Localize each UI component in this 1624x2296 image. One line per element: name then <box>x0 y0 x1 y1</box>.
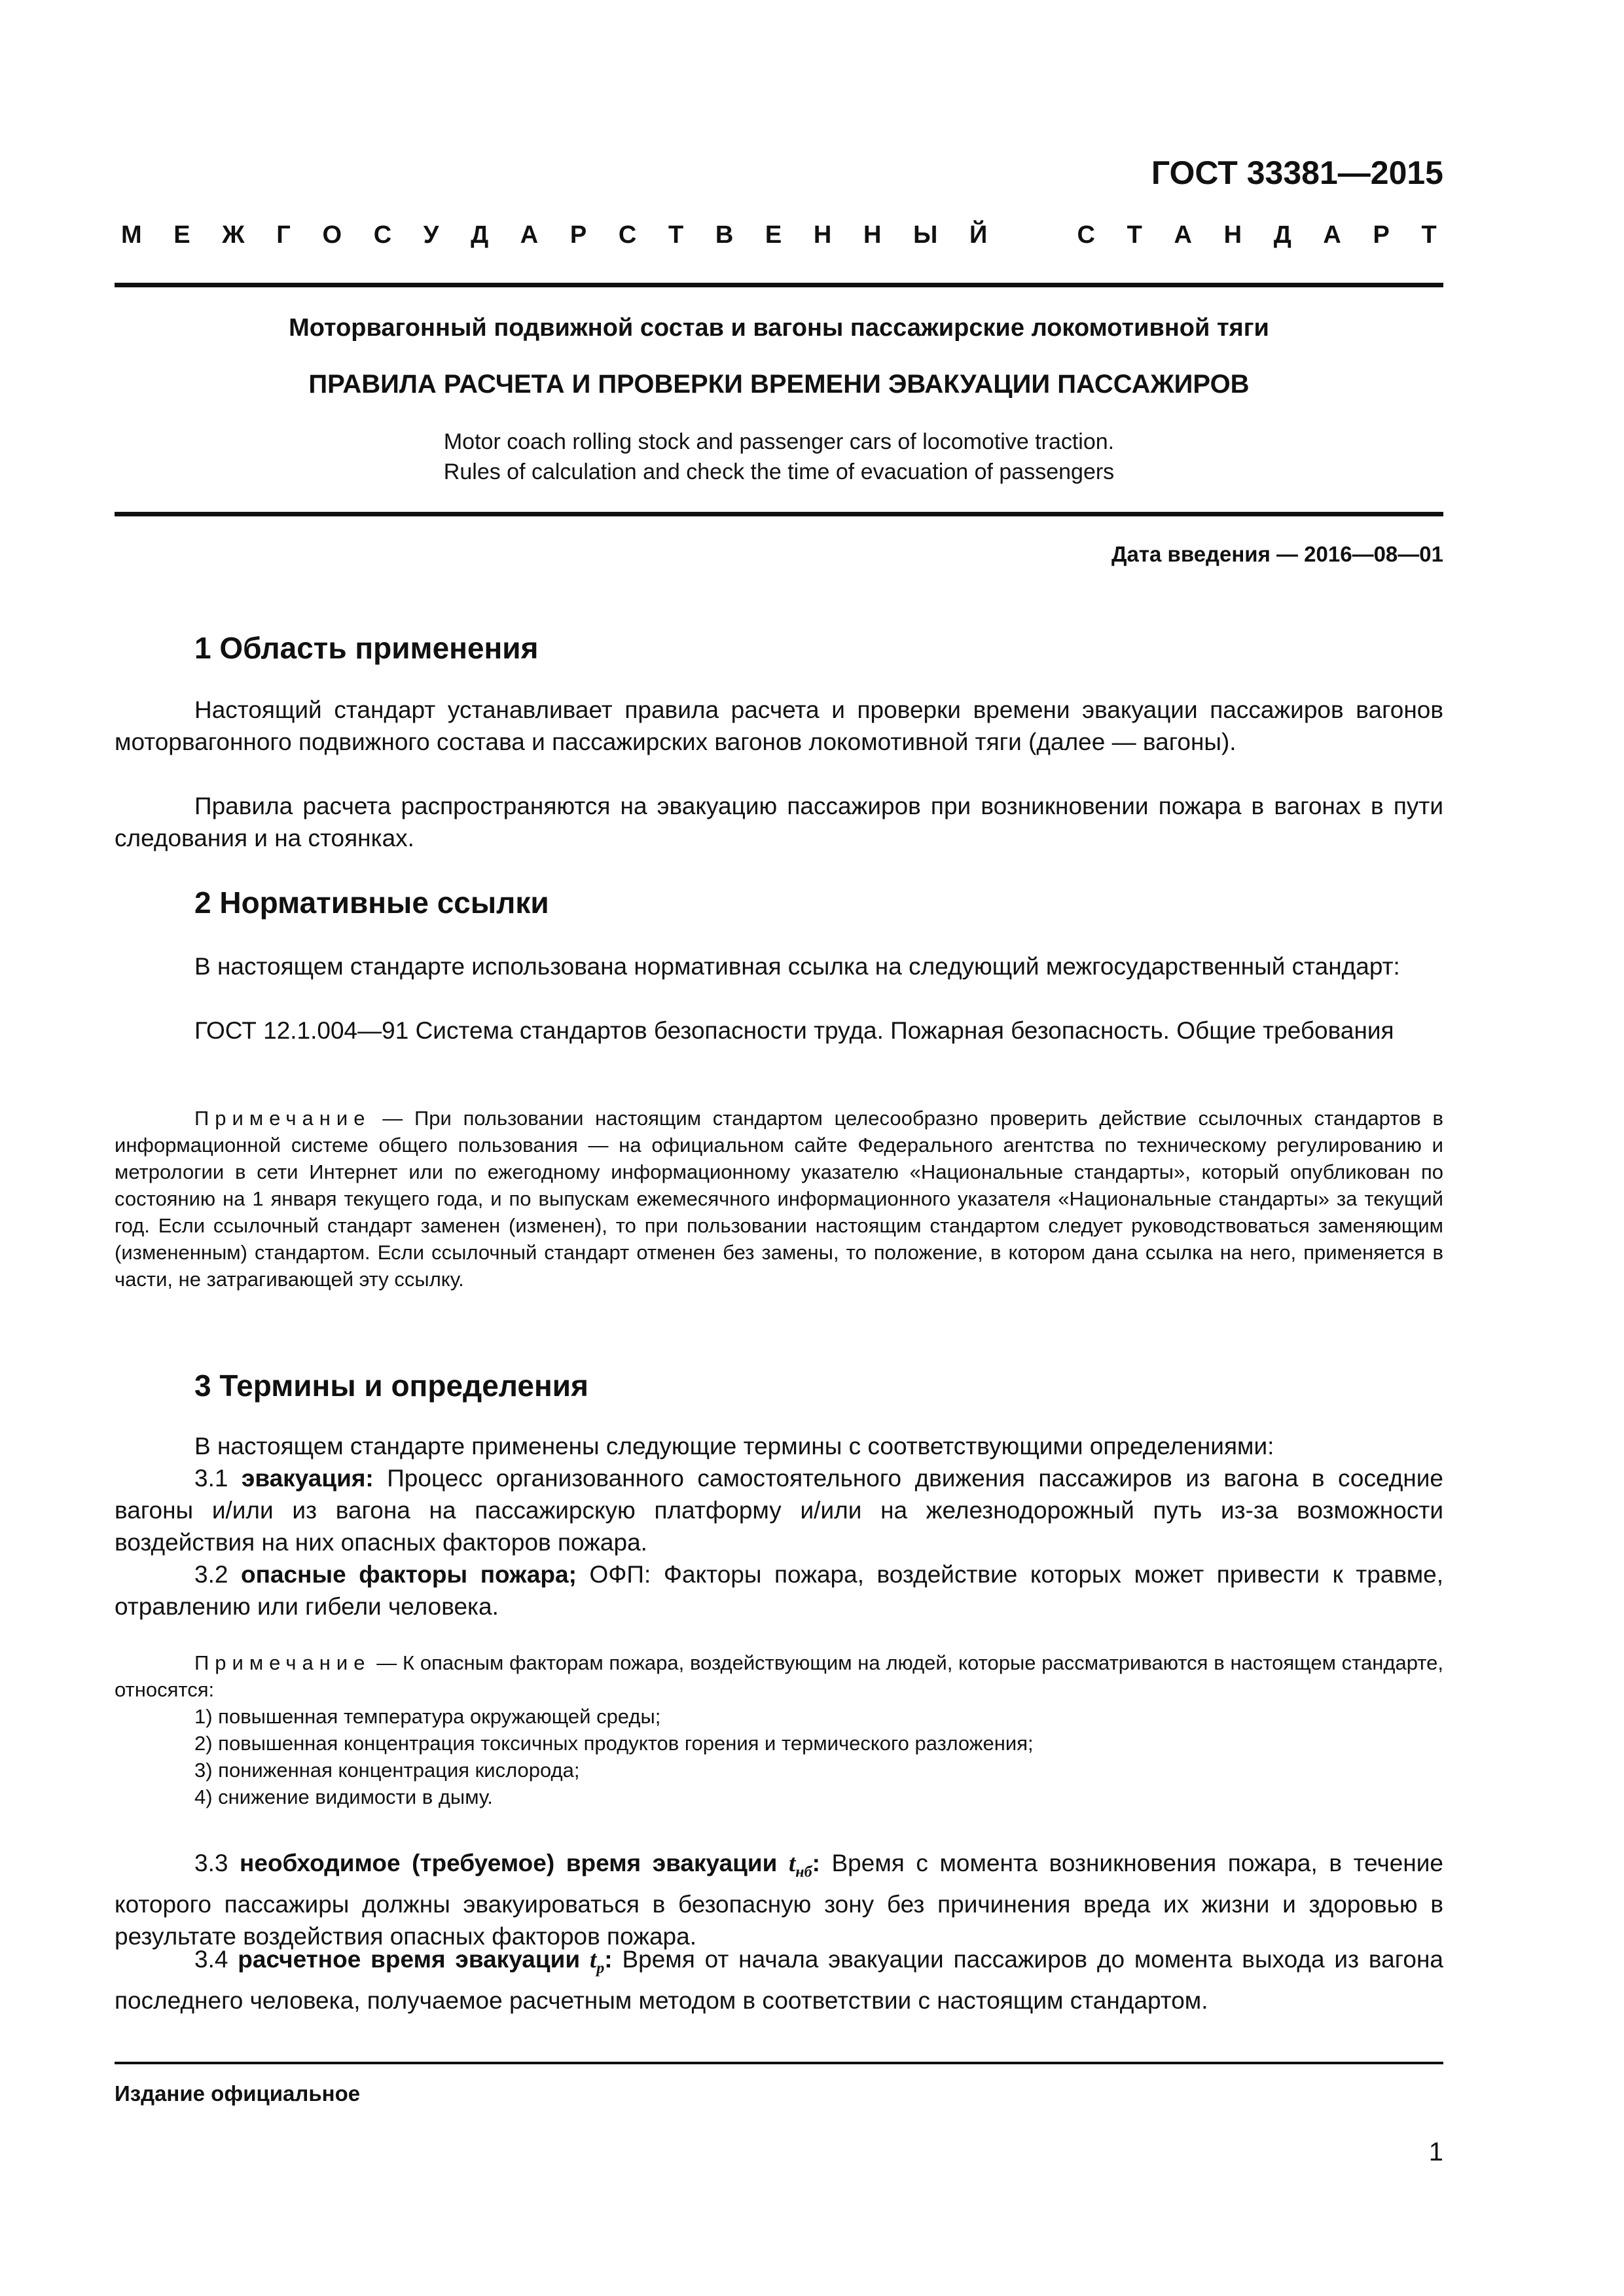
term-3-4: 3.4 расчетное время эвакуации $t_р$: Время от начала эвакуации пассажиров до момента выхода из вагона последнего человека, получаемое расчетным методом в соответствии с настоящим стандартом. <box>115 1946 1443 2015</box>
banner-letter: Ж <box>222 221 245 249</box>
term-3-3-name: необходимое (требуемое) время эвакуации <box>240 1850 778 1876</box>
banner-letter: О <box>322 221 342 249</box>
banner-letter: Е <box>173 221 190 249</box>
title-en-line2: Rules of calculation and check the time of evacuation of passengers <box>443 459 1115 484</box>
note-label: Примечание <box>194 1651 371 1674</box>
note-item: 4) снижение видимости в дыму. <box>194 1785 493 1808</box>
banner-letter: Е <box>765 221 782 249</box>
section-2-heading: 2 Нормативные ссылки <box>194 886 549 920</box>
banner-letter: Р <box>569 221 587 249</box>
section-1-paragraph-2: Правила расчета распространяются на эвакуацию пассажиров при возникновении пожара в вагонах в пути следования и на стоянках. <box>115 793 1443 852</box>
note-label: Примечание <box>194 1107 371 1130</box>
banner-letter: С <box>1077 221 1095 249</box>
section-2-paragraph-1: В настоящем стандарте использована нормативная ссылка на следующий межгосударственный стандарт: <box>194 953 1400 980</box>
title-rule <box>115 512 1443 516</box>
banner-letter: Н <box>863 221 882 249</box>
term-3-1-name: эвакуация: <box>241 1465 374 1492</box>
banner-letter: Т <box>1421 221 1437 249</box>
banner-letter: С <box>618 221 637 249</box>
banner-letter: Й <box>969 221 988 249</box>
banner-letter: У <box>423 221 439 249</box>
page-number: 1 <box>1428 2138 1443 2166</box>
standard-id: ГОСТ 33381—2015 <box>1151 154 1443 191</box>
note-item: 1) повышенная температура окружающей среды; <box>194 1705 661 1728</box>
banner-letter: А <box>1323 221 1341 249</box>
official-edition-label: Издание официальное <box>115 2081 361 2106</box>
top-rule <box>115 283 1443 287</box>
section-3-heading: 3 Термины и определения <box>194 1369 588 1403</box>
banner-letter: Н <box>1223 221 1242 249</box>
section-2-reference: ГОСТ 12.1.004—91 Система стандартов безопасности труда. Пожарная безопасность. Общие требования <box>194 1017 1394 1044</box>
banner-letter: А <box>520 221 539 249</box>
section-1-heading: 1 Область применения <box>194 631 539 665</box>
symbol-t-nb: $t_{нб}$ <box>789 1850 812 1881</box>
term-3-1: 3.1 эвакуация: Процесс организованного самостоятельного движения пассажиров из вагона в соседние вагоны и/или из вагона на пассажирскую платформу и/или на железнодорожный путь из-за возможности воздействия на них опасных факторов пожара. <box>115 1465 1444 1556</box>
banner-letter: М <box>121 221 142 249</box>
section-1-paragraph-1: Настоящий стандарт устанавливает правила расчета и проверки времени эвакуации пассажиров вагонов моторвагонного подвижного состава и пассажирских вагонов локомотивной тяги (далее — вагоны). <box>115 696 1443 755</box>
term-3-4-name: расчетное время эвакуации <box>238 1946 581 1973</box>
section-2-note: Примечание — При пользовании настоящим стандартом целесообразно проверить действие ссылочных стандартов в информационной системе общего пользования — на официальном сайте Федерального агентства по техническому регулированию и метрологии в сети Интернет или по ежегодному информационному указателю «Национальные стандарты», который опубликован по состоянию на 1 января текущего года, и по выпускам ежемесячного информационного указателя «Национальные стандарты» за текущий год. Если ссылочный стандарт заменен (изменен), то при пользовании настоящим стандартом следует руководствоваться заменяющим (измененным) стандартом. Если ссылочный стандарт отменен без замены, то положение, в котором дана ссылка на него, применяется в части, не затрагивающей эту ссылку. <box>115 1107 1444 1291</box>
title-en <box>115 427 1443 487</box>
term-3-3: 3.3 необходимое (требуемое) время эвакуации $t_{нб}$: Время с момента возникновения пожара, в течение которого пассажиры должны эвакуироваться в безопасную зону без причинения вреда их жизни и здоровью в результате воздействия опасных факторов пожара. <box>115 1850 1443 1950</box>
title-en-line1: Motor coach rolling stock and passenger cars of locomotive traction. <box>443 429 1115 454</box>
banner-gap <box>1019 221 1045 249</box>
title-ru-line2: ПРАВИЛА РАСЧЕТА И ПРОВЕРКИ ВРЕМЕНИ ЭВАКУАЦИИ ПАССАЖИРОВ <box>308 370 1250 399</box>
note-item: 3) пониженная концентрация кислорода; <box>194 1759 580 1782</box>
footer-rule <box>115 2062 1443 2064</box>
banner-letter: Т <box>1127 221 1142 249</box>
banner-letter: Р <box>1373 221 1390 249</box>
term-3-2-name: опасные факторы пожара; <box>241 1561 577 1588</box>
banner-letter: Д <box>1273 221 1291 249</box>
section-3-intro: В настоящем стандарте применены следующие термины с соответствующими определениями: <box>194 1433 1274 1460</box>
banner-letter: Г <box>276 221 291 249</box>
note-item: 2) повышенная концентрация токсичных продуктов горения и термического разложения; <box>194 1732 1034 1755</box>
banner-letter: А <box>1174 221 1192 249</box>
section-3-note: Примечание — К опасным факторам пожара, воздействующим на людей, которые рассматриваются в настоящем стандарте, относятся: <box>115 1651 1443 1701</box>
banner-letter: Ы <box>913 221 938 249</box>
symbol-t-r: $t_р$ <box>589 1946 605 1977</box>
introduction-date: Дата введения — 2016—08—01 <box>1111 542 1443 566</box>
term-3-2: 3.2 опасные факторы пожара; ОФП: Факторы пожара, воздействие которых может привести к травме, отравлению или гибели человека. <box>115 1561 1443 1620</box>
interstate-standard-banner <box>121 221 1437 249</box>
title-ru-line1: Моторвагонный подвижной состав и вагоны пассажирские локомотивной тяги <box>289 314 1269 342</box>
banner-letter: Н <box>813 221 832 249</box>
banner-letter: Т <box>668 221 684 249</box>
banner-letter: Д <box>471 221 489 249</box>
banner-letter: В <box>715 221 734 249</box>
banner-letter: С <box>373 221 392 249</box>
